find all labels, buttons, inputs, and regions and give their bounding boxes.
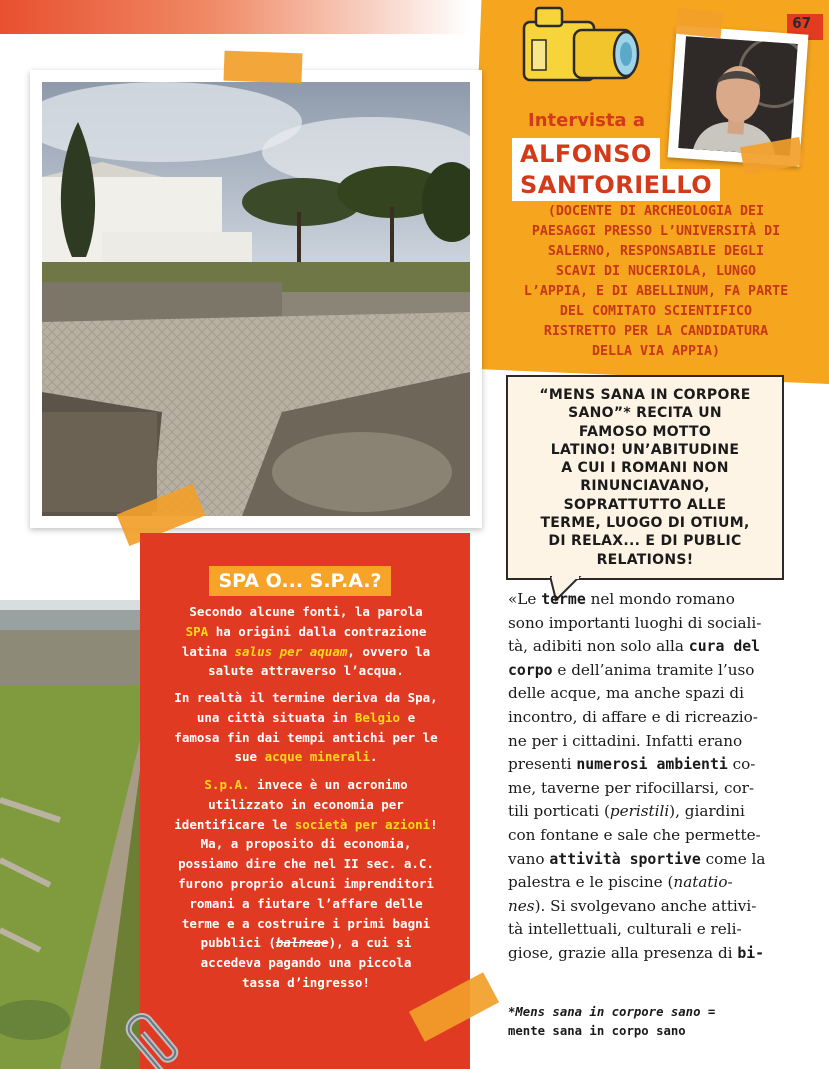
tape-strip bbox=[675, 8, 723, 39]
spa-sidebar-title: SPA O... S.P.A.? bbox=[209, 566, 391, 596]
camera-icon bbox=[514, 0, 644, 92]
archaeological-site-photo bbox=[42, 82, 470, 516]
paperclip-icon bbox=[118, 996, 228, 1069]
interviewee-first-name: ALFONSO bbox=[512, 138, 660, 170]
page-number: 67 bbox=[792, 14, 811, 32]
portrait-photo bbox=[678, 36, 798, 156]
interviewee-bio: (DOCENTE DI ARCHEOLOGIA DEI PAESAGGI PRESSO L’UNIVERSITÀ DI SALERNO, RESPONSABILE DEGLI SCAVI DI NUCERIOLA, LUNGO L’APPIA, E DI ABELLINUM, FA PARTE DEL COMITATO SCIENTIFICO RISTRETTO PER LA CANDIDATURA DELLA VIA APPIA) bbox=[523, 204, 789, 359]
article-body: «Le terme nel mondo romano sono importanti luoghi di sociali- tà, adibiti non solo alla cura del corpo e dell’anima tramite l’uso delle acque, ma anche spazi di incontro, di affare e di ricreazio- ne per i cittadini. Infatti erano presenti numerosi ambienti co- me, taverne per rifocillarsi, cor- tili porticati (peristili), giardini con fontane e sale che permette- vano attività sportive come la palestra e le piscine (natatio- nes). Si svolgevano anche attivi- tà intellettuali, culturali e reli- giose, grazie alla presenza di bi- bbox=[508, 590, 766, 962]
spa-paragraph-3: S.p.A. invece è un acronimo utilizzato in economia per identificare le società per azioni! Ma, a proposito di economia, possiamo dire che nel II sec. a.C. furono proprio alcuni imprenditori romani a fiutare l’affare delle terme e a costruire i primi bagni pubblici (balneae), a cui si accedeva pagando una piccola tassa d’ingresso! bbox=[174, 777, 438, 990]
footnote: *Mens sana in corpore sano = mente sana in corpo sano bbox=[508, 1005, 716, 1038]
interviewee-last-name: SANTORIELLO bbox=[512, 169, 720, 201]
spa-paragraph-2: In realtà il termine deriva da Spa, una città situata in Belgio e famosa fin dai tempi antichi per le sue acque minerali. bbox=[174, 690, 438, 765]
speech-text: “MENS SANA IN CORPORE SANO”* RECITA UN FAMOSO MOTTO LATINO! UN’ABITUDINE A CUI I ROMANI NON RINUNCIAVANO, SOPRATTUTTO ALLE TERME, LUOGO DI OTIUM, DI RELAX... E DI PUBLIC RELATIONS! bbox=[539, 387, 751, 568]
tape-strip bbox=[224, 51, 303, 84]
interview-intro: Intervista a bbox=[528, 110, 645, 131]
top-color-band bbox=[0, 0, 470, 34]
spa-paragraph-1: Secondo alcune fonti, la parola SPA ha origini dalla contrazione latina salus per aquam, ovvero la salute attraverso l’acqua. bbox=[181, 604, 431, 679]
